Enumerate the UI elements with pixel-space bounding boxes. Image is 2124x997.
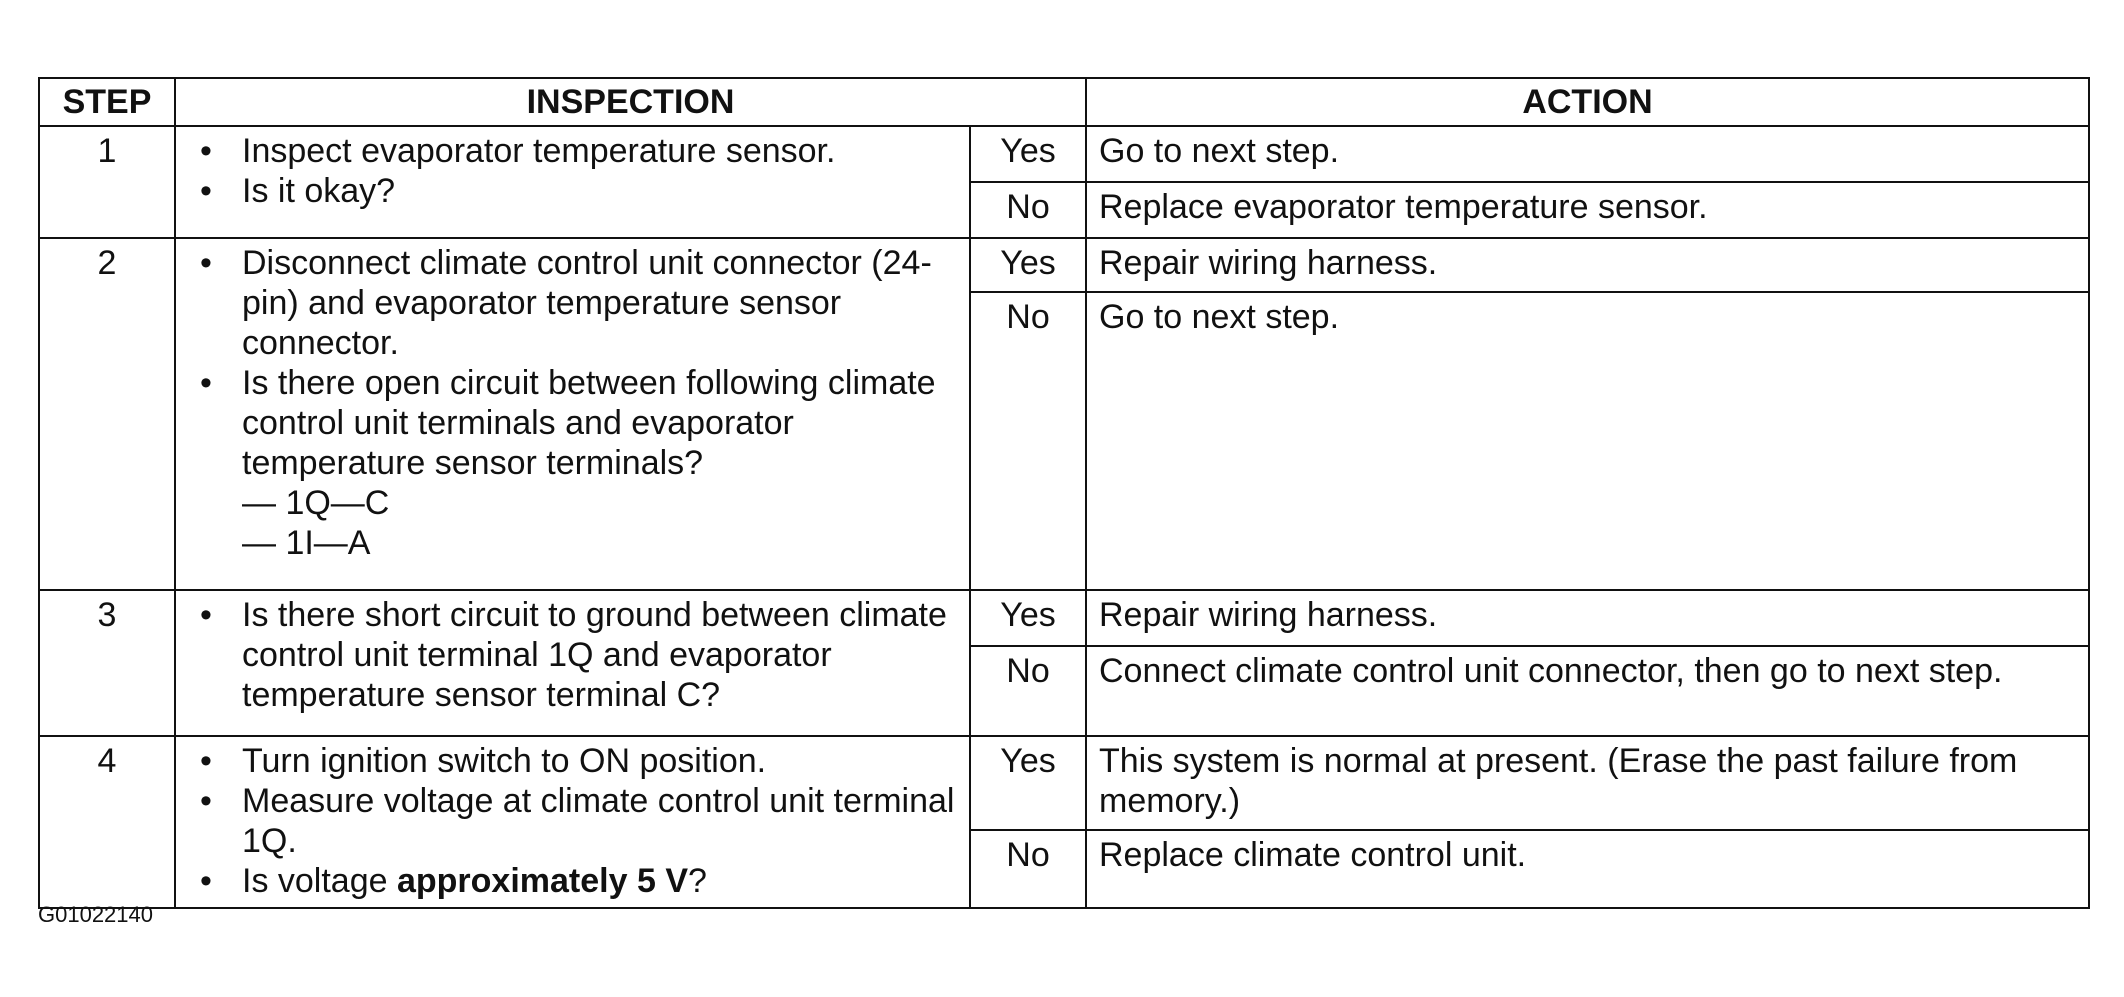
terminal-pair: — 1Q—C — [242, 484, 390, 522]
inspection-item: • Disconnect climate control unit connector (24-pin) and evaporator temperature sensor connector. — [176, 243, 959, 363]
action-header: ACTION — [1086, 78, 2089, 126]
yes-label: Yes — [970, 238, 1086, 292]
yes-label: Yes — [970, 736, 1086, 830]
inspection-cell — [175, 736, 970, 908]
yes-label: Yes — [970, 126, 1086, 182]
no-action: Go to next step. — [1086, 292, 2089, 590]
inspection-list — [176, 741, 959, 901]
specification-value: approximately 5 V — [396, 862, 688, 900]
inspection-item — [176, 861, 959, 901]
no-action: Connect climate control unit connector, then go to next step. — [1086, 646, 2089, 736]
step-number: 1 — [39, 126, 175, 238]
inspection-item: • Is there open circuit between following climate control unit terminals and evaporator temperature sensor terminals? — [176, 363, 959, 483]
no-label: No — [970, 182, 1086, 238]
diagnostic-table — [38, 77, 2090, 909]
no-label: No — [970, 646, 1086, 736]
inspection-header: INSPECTION — [175, 78, 1086, 126]
inspection-item: • Turn ignition switch to ON position. — [176, 741, 959, 781]
step-number: 3 — [39, 590, 175, 736]
table-row — [39, 126, 2089, 182]
inspection-item: • Is it okay? — [176, 171, 959, 211]
no-label: No — [970, 830, 1086, 908]
yes-action: This system is normal at present. (Erase the past failure from memory.) — [1086, 736, 2089, 830]
inspection-list — [176, 131, 959, 211]
table-row — [39, 238, 2089, 292]
figure-id: G01022140 — [38, 902, 153, 927]
yes-action: Go to next step. — [1086, 126, 2089, 182]
inspection-list — [176, 243, 959, 483]
terminal-pair: — 1I—A — [242, 524, 371, 562]
inspection-item: • Inspect evaporator temperature sensor. — [176, 131, 959, 171]
no-label: No — [970, 292, 1086, 590]
inspection-item: • Is there short circuit to ground between climate control unit terminal 1Q and evaporator temperature sensor terminal C? — [176, 595, 959, 715]
yes-action: Repair wiring harness. — [1086, 238, 2089, 292]
inspection-item: • Measure voltage at climate control unit terminal 1Q. — [176, 781, 959, 861]
no-action: Replace climate control unit. — [1086, 830, 2089, 908]
step-number: 4 — [39, 736, 175, 908]
inspection-list — [176, 595, 959, 715]
table-row — [39, 590, 2089, 646]
question-prefix: Is voltage — [242, 862, 397, 900]
no-action: Replace evaporator temperature sensor. — [1086, 182, 2089, 238]
yes-label: Yes — [970, 590, 1086, 646]
step-header: STEP — [39, 78, 175, 126]
inspection-cell — [175, 238, 970, 590]
step-number: 2 — [39, 238, 175, 590]
question-suffix: ? — [688, 862, 707, 900]
yes-action: Repair wiring harness. — [1086, 590, 2089, 646]
header-row — [39, 78, 2089, 126]
inspection-cell — [175, 126, 970, 238]
inspection-cell — [175, 590, 970, 736]
table-row — [39, 736, 2089, 830]
